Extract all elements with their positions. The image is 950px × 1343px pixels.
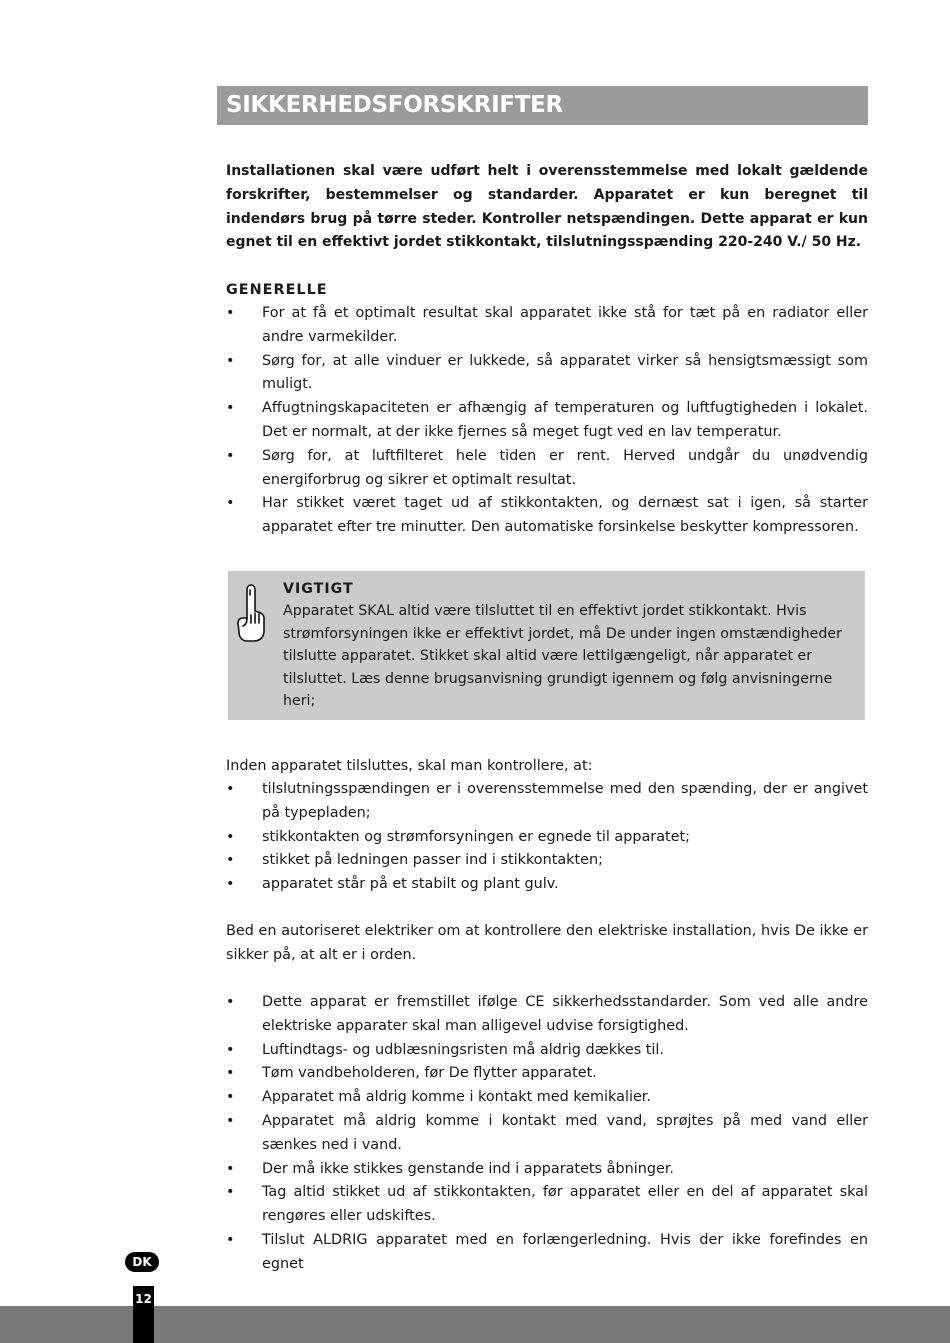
intro-paragraph: Installationen skal være udført helt i overensstemmelse med lokalt gældende forskrifter, bestemmelser og standarder. Apparatet er kun beregnet til indendørs brug på tørre steder. Kontroller netspændingen. Dette apparat er kun egnet til en effektivt jordet stikkontakt, tilslutningsspænding 220-240 V./ 50 Hz. [226,163,868,251]
bullet-icon: • [226,1041,235,1058]
check-lead: Inden apparatet tilsluttes, skal man kontrollere, at: [226,758,593,774]
list-item: • stikket på ledningen passer ind i stikkontakten; [226,849,868,873]
bullet-icon: • [226,1160,235,1177]
language-badge: DK [125,1252,159,1272]
bullet-icon: • [226,1089,235,1106]
bullet-icon: • [226,495,235,512]
list-item: • Affugtningskapaciteten er afhængig af temperaturen og luftfugtigheden i lokalet. Det er normalt, at der ikke fjernes så meget fugt ved en lav temperatur. [226,397,868,445]
list-item: • apparatet står på et stabilt og plant gulv. [226,873,868,897]
list-item: • stikkontakten og strømforsyningen er egnede til apparatet; [226,826,868,850]
list-item: • For at få et optimalt resultat skal apparatet ikke stå for tæt på en radiator eller andre varmekilder. [226,302,868,350]
list-item: • Tag altid stikket ud af stikkontakten, før apparatet eller en del af apparatet skal rengøres eller udskiftes. [226,1181,868,1229]
list-item: • Apparatet må aldrig komme i kontakt med vand, sprøjtes på med vand eller sænkes ned i vand. [226,1110,868,1158]
bullet-icon: • [226,781,235,797]
list-item: • Tøm vandbeholderen, før De flytter apparatet. [226,1062,868,1086]
important-text: Apparatet SKAL altid være tilsluttet til en effektivt jordet stikkontakt. Hvis strømforsyningen ikke er effektivt jordet, må De under ingen omstændigheder tilslutte apparatet. Stikket skal altid være lettilgængeligt, når apparatet er tilsluttet. Læs denne brugsanvisning grundigt igennem og følg anvisningerne heri; [283,603,842,710]
list-item: • Tilslut ALDRIG apparatet med en forlængerledning. Hvis der ikke forefindes en egnet [226,1229,868,1277]
list-item: • Apparatet må aldrig komme i kontakt med kemikalier. [226,1086,868,1110]
general-heading: GENERELLE [226,282,328,298]
general-list [226,302,868,540]
list-item: • tilslutningsspændingen er i overensstemmelse med den spænding, der er angivet på typepladen; [226,778,868,826]
bullet-icon: • [226,994,235,1010]
safety-list [226,991,868,1277]
page-number: 12 [133,1286,154,1343]
pointing-hand-icon [234,581,268,643]
list-item: • Dette apparat er fremstillet ifølge CE sikkerhedsstandarder. Som ved alle andre elektriske apparater skal man alligevel udvise forsigtighed. [226,991,868,1039]
bullet-icon: • [226,447,235,464]
bullet-icon: • [226,852,235,869]
list-item: • Der må ikke stikkes genstande ind i apparatets åbninger. [226,1158,868,1182]
check-list [226,778,868,897]
electrician-paragraph: Bed en autoriseret elektriker om at kontrollere den elektriske installation, hvis De ikke er sikker på, at alt er i orden. [226,923,868,963]
bullet-icon: • [226,1112,235,1129]
list-item: • Sørg for, at alle vinduer er lukkede, så apparatet virker så hensigtsmæssigt som muligt. [226,350,868,398]
list-item: • Har stikket været taget ud af stikkontakten, og dernæst sat i igen, så starter apparatet efter tre minutter. Den automatiske forsinkelse beskytter kompressoren. [226,492,868,540]
bullet-icon: • [226,1184,235,1201]
bullet-icon: • [226,305,235,321]
bullet-icon: • [226,400,235,417]
bullet-icon: • [226,876,235,893]
list-item: • Luftindtags- og udblæsningsristen må aldrig dækkes til. [226,1039,868,1063]
important-heading: VIGTIGT [283,581,354,597]
bullet-icon: • [226,1231,235,1248]
list-item: • Sørg for, at luftfilteret hele tiden er rent. Herved undgår du unødvendig energiforbrug og sikrer et optimalt resultat. [226,445,868,493]
bullet-icon: • [226,352,235,369]
bullet-icon: • [226,828,235,845]
important-note-box [228,571,865,720]
bullet-icon: • [226,1065,235,1082]
page-title: SIKKERHEDSFORSKRIFTER [217,86,868,125]
